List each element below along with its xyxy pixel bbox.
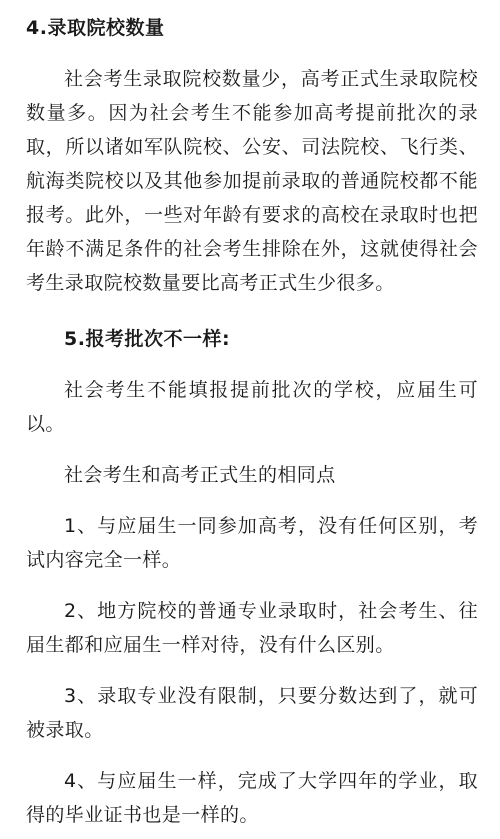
similarities-heading: 社会考生和高考正式生的相同点 [64, 464, 336, 486]
similarity-item-3: 3、录取专业没有限制，只要分数达到了，就可被录取。 [26, 685, 478, 741]
similarity-item-4: 4、与应届生一样，完成了大学四年的学业，取得的毕业证书也是一样的。 [26, 770, 478, 826]
similarity-item-2: 2、地方院校的普通专业录取时，社会考生、往届生都和应届生一样对待，没有什么区别。 [26, 600, 478, 656]
section-5-heading: 5.报考批次不一样: [64, 328, 231, 350]
section-4-paragraph: 社会考生录取院校数量少，高考正式生录取院校数量多。因为社会考生不能参加高考提前批次的录取，所以诸如军队院校、公安、司法院校、飞行类、航海类院校以及其他参加提前录取的普通院校都不能报考。此外，一些对年龄有要求的高校在录取时也把年龄不满足条件的社会考生排除在外，这就使得社会考生录取院校数量要比高考正式生少很多。 [26, 68, 478, 294]
similarity-item-1: 1、与应届生一同参加高考，没有任何区别，考试内容完全一样。 [26, 515, 478, 571]
section-4-heading: 4.录取院校数量 [26, 17, 165, 39]
article-content [26, 14, 478, 832]
section-5-paragraph: 社会考生不能填报提前批次的学校，应届生可以。 [26, 379, 478, 435]
